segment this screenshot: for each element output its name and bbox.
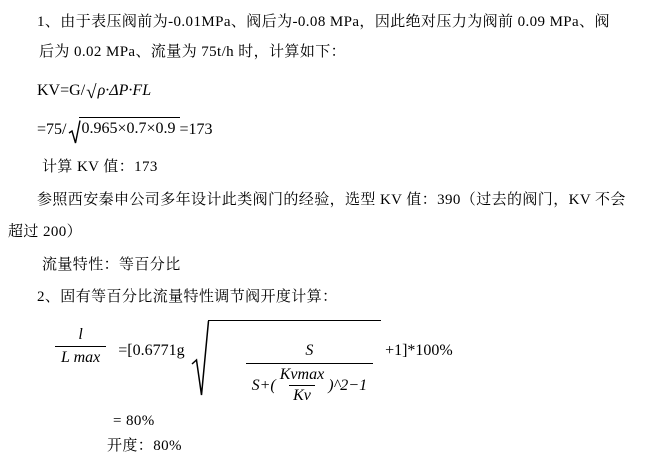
flow-characteristic-line: 流量特性：等百分比 xyxy=(42,257,181,273)
result-80-line: = 80% xyxy=(113,413,155,429)
formula-prefix: =[0.6771g xyxy=(118,342,185,359)
formula-num-lhs: =75/ xyxy=(37,121,67,138)
opening-degree-line: 开度：80% xyxy=(107,438,182,454)
denominator-right: )^2−1 xyxy=(328,376,368,394)
formula-opening-degree xyxy=(55,320,453,423)
formula-kv xyxy=(37,82,151,104)
formula-num-rhs: =173 xyxy=(179,121,213,138)
kv-ratio-fraction xyxy=(276,366,328,405)
radicand xyxy=(208,320,381,423)
sqrt-group xyxy=(66,117,179,145)
radicand-denominator xyxy=(246,363,373,405)
formula-kv-radicand: ρ·ΔP·FL xyxy=(97,82,152,99)
kv-ratio-denominator: Kv xyxy=(289,385,315,405)
formula-num-radicand: 0.965×0.7×0.9 xyxy=(79,117,179,138)
sqrt-radical-icon: √ xyxy=(86,82,97,103)
formula-kv-numeric xyxy=(37,117,213,145)
formula-suffix: +1]*100% xyxy=(385,342,453,359)
reference-line1: 参照西安秦申公司多年设计此类阀门的经验，选型 KV 值：390（过去的阀门，KV 不会 xyxy=(37,192,626,208)
paragraph1-line1: 1、由于表压阀前为-0.01MPa、阀后为-0.08 MPa，因此绝对压力为阀前 0.09 MPa、阀 xyxy=(37,14,610,30)
radicand-numerator: S xyxy=(305,342,314,359)
formula-kv-lhs: KV=G/ xyxy=(37,82,86,99)
lhs-fraction-denominator: L max xyxy=(55,346,106,367)
denominator-left: S+( xyxy=(251,376,276,394)
sqrt-group xyxy=(191,320,381,423)
kv-result-line: 计算 KV 值：173 xyxy=(42,159,158,175)
lhs-fraction xyxy=(55,326,106,367)
lhs-fraction-numerator: l xyxy=(78,326,83,343)
kv-ratio-numerator: Kvmax xyxy=(279,366,325,383)
reference-line2: 超过 200） xyxy=(8,224,83,240)
item2-heading: 2、固有等百分比流量特性调节阀开度计算： xyxy=(37,289,338,305)
radicand-fraction xyxy=(246,341,373,405)
paragraph1-line2: 后为 0.02 MPa、流量为 75t/h 时，计算如下： xyxy=(39,44,347,60)
